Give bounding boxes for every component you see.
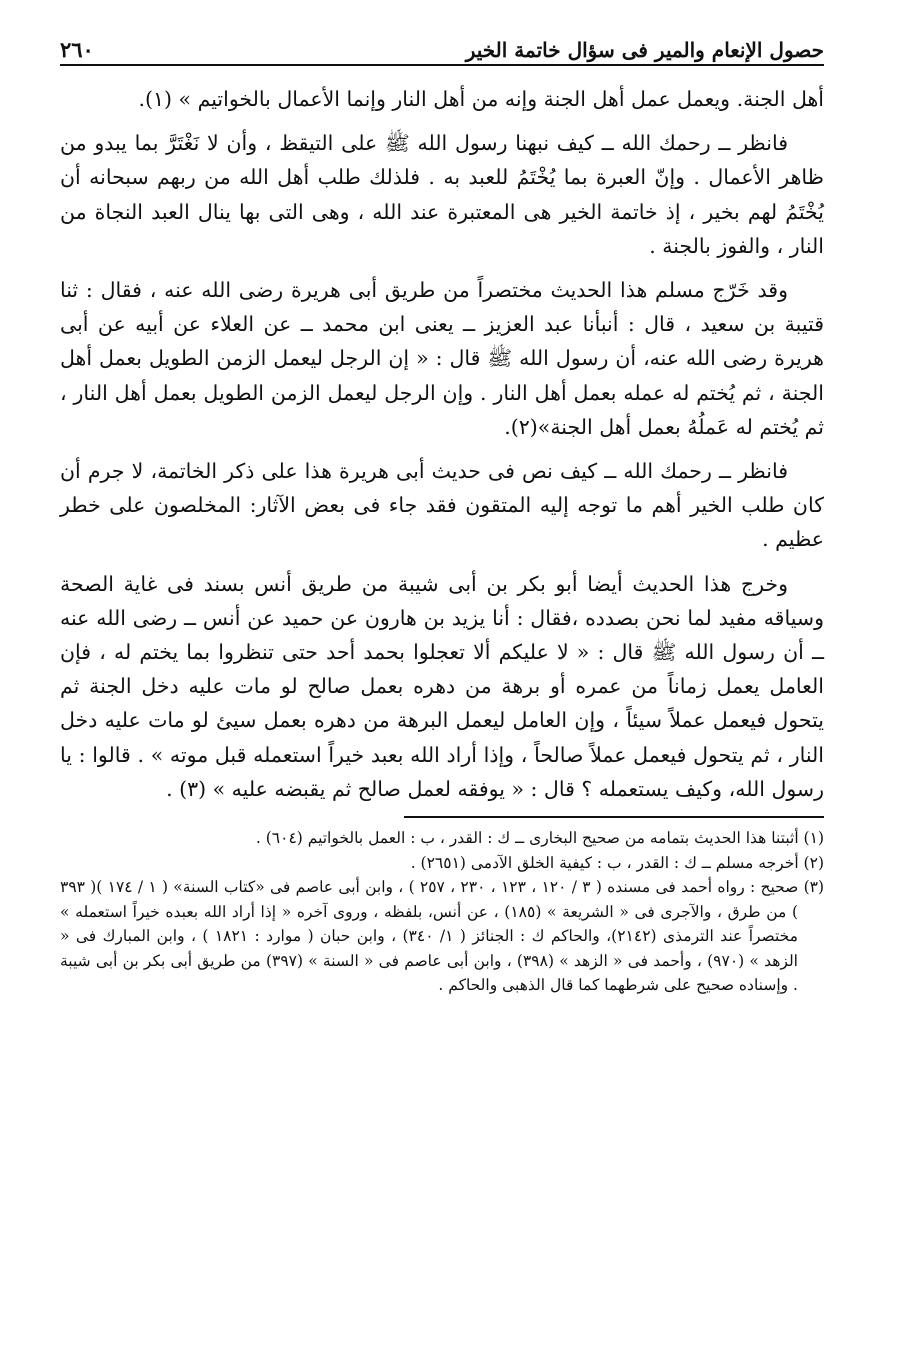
book-page — [60, 28, 824, 998]
paragraph-1: أهل الجنة. ويعمل عمل أهل الجنة وإنه من أهل النار وإنما الأعمال بالخواتيم » (١). — [138, 87, 824, 111]
footnotes — [60, 826, 824, 998]
footnote-2: (٢) أخرجه مسلم ــ ك : القدر ، ب : كيفية الخلق الآدمى (٢٦٥١) . — [410, 853, 824, 872]
paragraph-2: فانظر ــ رحمك الله ــ كيف نبهنا رسول الله ﷺ على التيقظ ، وأن لا نَغْتَرَّ بما يبدو من ظاهر الأعمال . وإنّ العبرة بما يُخْتَمُ للعبد به . فلذلك طلب أهل الله من ربهم سبحانه أن يُخْتَمُ لهم بخير ، إذ خاتمة الخير هى المعتبرة عند الله ، وهى التى بها ينال العبد النجاة من النار ، والفوز بالجنة . — [60, 131, 824, 258]
page-number: ٢٦٠ — [60, 37, 94, 62]
running-title: حصول الإنعام والمير فى سؤال خاتمة الخير — [465, 38, 824, 62]
footnote-1: (١) أثبتنا هذا الحديث بتمامه من صحيح البخارى ــ ك : القدر ، ب : العمل بالخواتيم (٦٠٤) . — [255, 829, 824, 848]
paragraph-4: فانظر ــ رحمك الله ــ كيف نص فى حديث أبى هريرة هذا على ذكر الخاتمة، لا جرم أن كان طلب الخير أهم ما توجه إليه المتقون فقد جاء فى بعض الآثار: المخلصون على خطر عظيم . — [60, 459, 824, 552]
paragraph-3: وقد خَرّج مسلم هذا الحديث مختصراً من طريق أبى هريرة رضى الله عنه ، فقال : ثنا قتيبة بن سعيد ، قال : أنبأنا عبد العزيز ــ يعنى ابن محمد ــ عن العلاء عن أبيه عن أبى هريرة رضى الله عنه، أن رسول الله ﷺ قال : « إن الرجل ليعمل الزمن الطويل بعمل أهل الجنة ، ثم يُختم له عمله بعمل أهل النار . وإن الرجل ليعمل الزمن الطويل بعمل أهل النار ، ثم يُختم له عَملُهُ بعمل أهل الجنة»(٢). — [60, 278, 824, 439]
main-text — [60, 82, 824, 806]
page-header — [60, 28, 824, 66]
footnote-separator — [404, 816, 824, 818]
paragraph-5: وخرج هذا الحديث أيضا أبو بكر بن أبى شيبة من طريق أنس بسند فى غاية الصحة وسياقه مفيد لما نحن بصدده ،فقال : أنا يزيد بن هارون عن حميد عن أنس ــ رضى الله عنه ــ أن رسول الله ﷺ قال : « لا عليكم ألا تعجلوا بحمد أحد حتى تنظروا بما يختم له ، فإن العامل يعمل زماناً من عمره أو برهة من دهره بعمل صالح لو مات عليه دخل الجنة ثم يتحول فيعمل عملاً سيئاً ، وإن العامل ليعمل البرهة من دهره بعمل سيئ لو مات عليه دخل النار ، ثم يتحول فيعمل عملاً صالحاً ، وإذا أراد الله بعبد خيراً استعمله قبل موته » . قالوا : يا رسول الله، وكيف يستعمله ؟ قال : « يوفقه لعمل صالح ثم يقبضه عليه » (٣) . — [60, 571, 824, 801]
footnote-3: (٣) صحيح : رواه أحمد فى مسنده ( ٣ / ١٢٠ ، ١٢٣ ، ٢٣٠ ، ٢٥٧ ) ، وابن أبى عاصم فى «كتاب السنة» ( ١ / ١٧٤ )( ٣٩٣ ) من طرق ، والآجرى فى « الشريعة » (١٨٥) ، عن أنس، بلفظه ، وروى آخره « إذا أراد الله بعبده خيراً استعمله » مختصراً عند الترمذى (٢١٤٢)، والحاكم ك : الجنائز ( ١/ ٣٤٠) ، وابن حبان ( موارد : ١٨٢١ ) ، وابن المبارك فى « الزهد » (٩٧٠) ، وأحمد فى « الزهد » (٣٩٨) ، وابن أبى عاصم فى « السنة » (٣٩٧) من طريق أبى بكر بن أبى شيبة . وإسناده صحيح على شرطهما كما قال الذهبى والحاكم . — [60, 878, 825, 995]
